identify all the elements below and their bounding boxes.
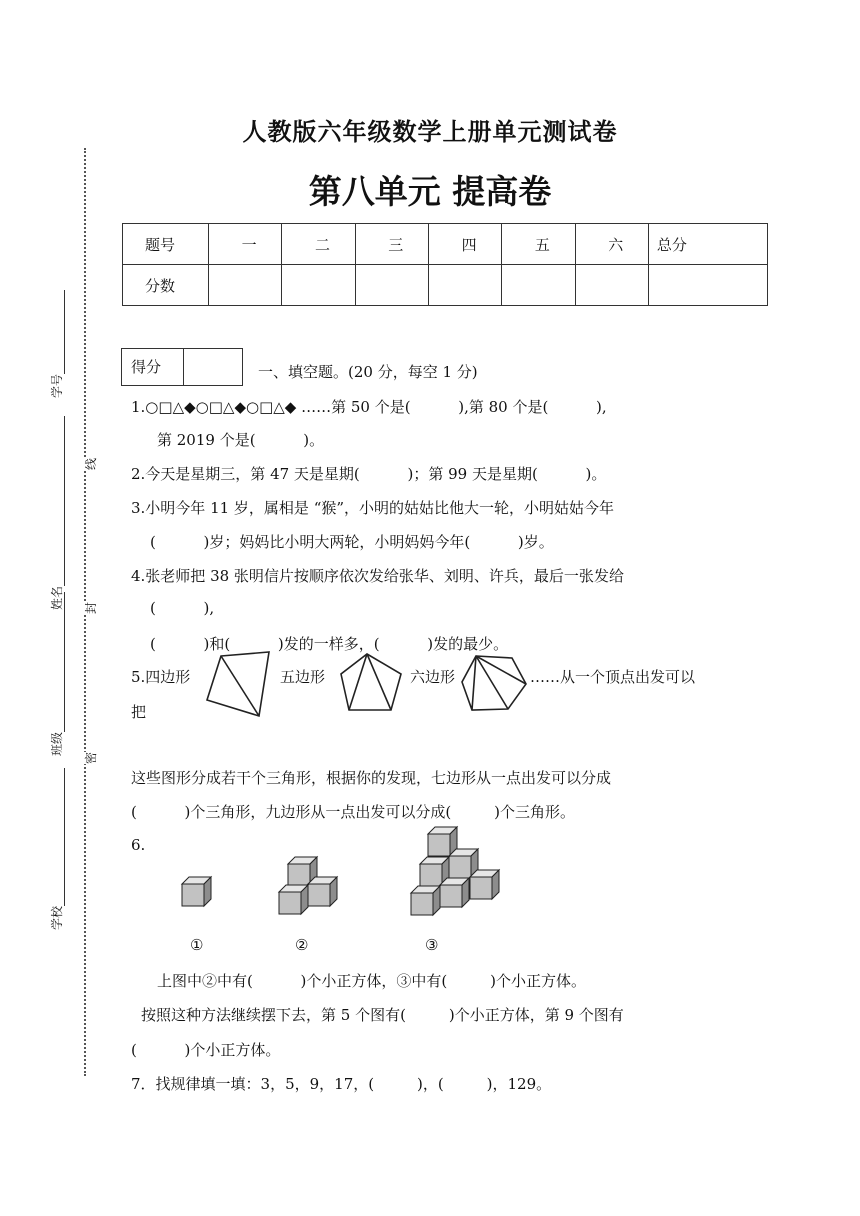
figure-2-label: ② [295,936,309,954]
question-6-line-2: 按照这种方法继续摆下去，第 5 个图有( )个小正方体，第 9 个图有 [141,1006,624,1024]
score-input-cell[interactable] [648,265,767,306]
cube-icon [308,877,337,906]
margin-mi: 密 [84,751,98,764]
question-5-tail: ……从一个顶点出发可以 [530,668,696,686]
section-score-box [121,348,243,386]
score-cell: 四 [428,224,501,265]
question-4-line-3: ( )和( )发的一样多，( )发的最少。 [150,635,509,653]
question-2: 2.今天是星期三，第 47 天是星期( )；第 99 天是星期( )。 [131,465,607,483]
score-input-cell[interactable] [282,265,355,306]
section-1-title: 一、填空题。(20 分，每空 1 分) [258,363,478,381]
score-input-cell[interactable] [502,265,575,306]
question-6-number: 6. [131,836,146,854]
cube-icon [411,886,440,915]
exam-subtitle: 第八单元 提高卷 [308,172,552,211]
cube-icon [182,877,211,906]
student-id-field [48,290,65,398]
question-5-hex-label: 六边形 [410,668,456,686]
question-5-ba: 把 [131,703,147,721]
score-cell: 六 [575,224,648,265]
student-name-field [48,416,65,610]
class-field [48,592,65,756]
question-3-line-2: ( )岁；妈妈比小明大两轮，小明妈妈今年( )岁。 [150,533,554,551]
score-cell: 二 [282,224,355,265]
section-score-label: 得分 [122,349,184,385]
cube-stack-figures [170,820,520,920]
question-4-line-2: ( ), [150,599,215,617]
question-1-line-2: 第 2019 个是( )。 [157,431,325,449]
score-input-cell[interactable] [428,265,501,306]
school-label: 学校 [50,905,64,930]
cube-icon [470,870,499,899]
margin-feng: 封 [84,601,98,614]
student-id-label: 学号 [50,373,64,398]
question-6-line-3: ( )个小正方体。 [131,1041,281,1059]
question-5-pent-label: 五边形 [280,668,326,686]
class-label: 班级 [50,731,64,756]
question-7: 7．找规律填一填：3，5，9，17，( )，( )，129。 [131,1075,552,1093]
score-input-cell[interactable] [575,265,648,306]
exam-title: 人教版六年级数学上册单元测试卷 [242,117,618,146]
score-cell: 三 [355,224,428,265]
question-5-quad-label: 5.四边形 [131,668,191,686]
question-3-line-1: 3.小明今年 11 岁，属相是 “猴”，小明的姑姑比他大一轮，小明姑姑今年 [131,499,615,517]
score-input-cell[interactable] [209,265,282,306]
score-cell: 五 [502,224,575,265]
school-blank[interactable] [64,768,65,906]
score-cell: 题号 [123,224,209,265]
score-table-header-row [123,224,768,265]
hexagon-figure [460,654,528,712]
cube-icon [440,878,469,907]
quadrilateral-figure [205,650,275,720]
student-name-blank[interactable] [64,416,65,586]
school-field [48,768,65,930]
score-cell: 总分 [648,224,767,265]
question-6-line-1: 上图中②中有( )个小正方体，③中有( )个小正方体。 [157,972,587,990]
score-cell: 一 [209,224,282,265]
student-name-label: 姓名 [50,585,64,610]
question-5-line-3: ( )个三角形，九边形从一点出发可以分成( )个三角形。 [131,803,576,821]
score-input-cell[interactable] [355,265,428,306]
figure-3-label: ③ [425,936,439,954]
score-table [122,223,768,306]
class-blank[interactable] [64,592,65,732]
margin-xian: 线 [84,457,98,470]
student-id-blank[interactable] [64,290,65,374]
score-table-score-row [123,265,768,306]
question-5-line-2: 这些图形分成若干个三角形，根据你的发现，七边形从一点出发可以分成 [131,769,612,787]
cube-icon [279,885,308,914]
score-cell: 分数 [123,265,209,306]
pentagon-figure [339,652,405,714]
figure-1-label: ① [190,936,204,954]
question-4-line-1: 4.张老师把 38 张明信片按顺序依次发给张华、刘明、许兵，最后一张发给 [131,567,624,585]
question-1-line-1: 1.○□△◆○□△◆○□△◆ ……第 50 个是( ),第 80 个是( ), [131,398,607,416]
